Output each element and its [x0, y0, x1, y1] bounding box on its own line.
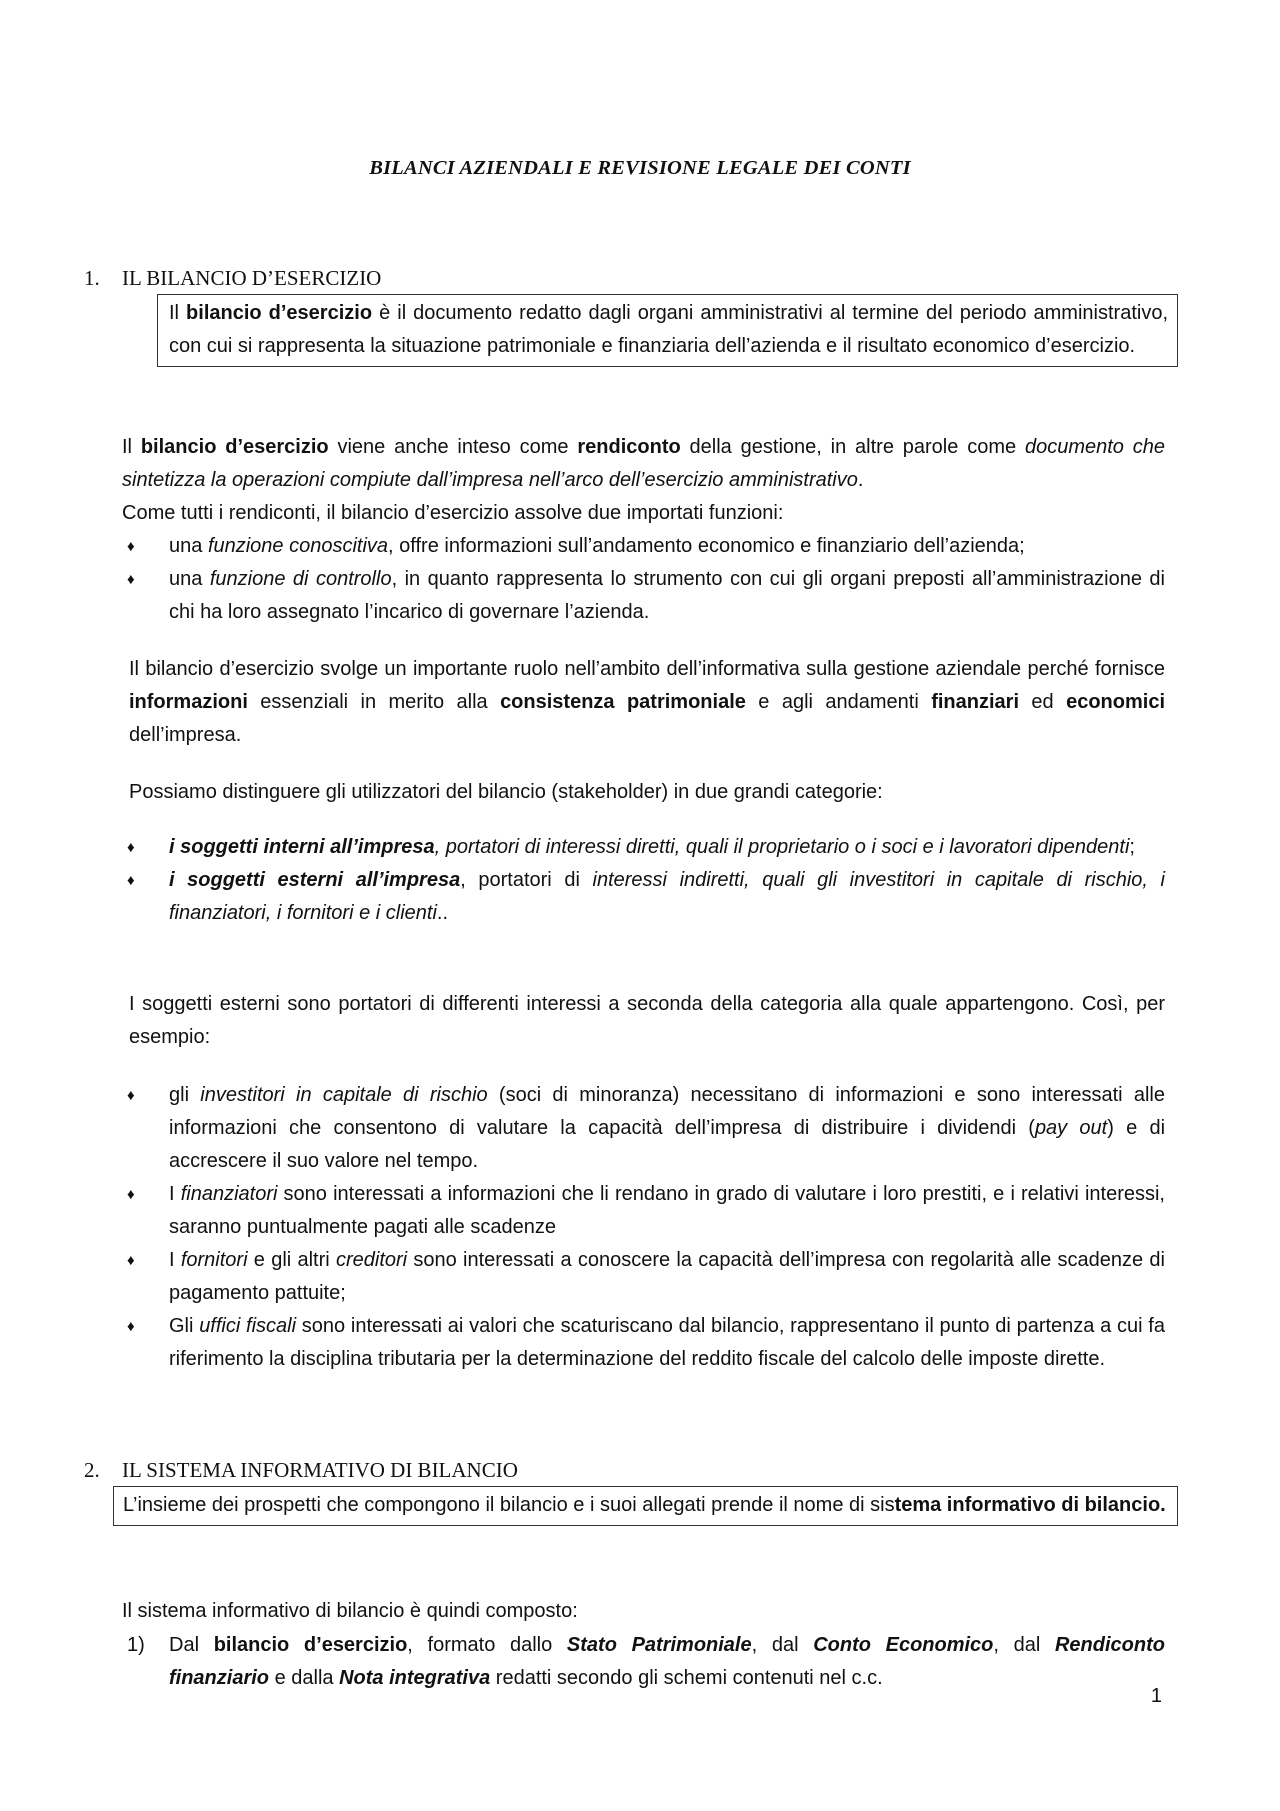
paragraph-informativa: Il bilancio d’esercizio svolge un importante ruolo nell’ambito dell’informativa sulla gestione aziendale perché fornisce informazioni essenziali in merito alla consistenza patrimoniale e agli andamenti finanziari ed economici dell’impresa. [129, 658, 1166, 746]
document-title: BILANCI AZIENDALI E REVISIONE LEGALE DEI CONTI [369, 157, 911, 179]
page-number: 1 [1150, 1685, 1162, 1707]
paragraph-stakeholder: Possiamo distinguere gli utilizzatori del bilancio (stakeholder) in due grandi categorie: [129, 781, 883, 803]
diamond-bullet-icon: ♦ [127, 1252, 135, 1269]
paragraph-sistema-composto: Il sistema informativo di bilancio è quindi composto: [122, 1600, 578, 1622]
categories-list [122, 831, 1165, 930]
list-item: ♦ una funzione di controllo, in quanto rappresenta lo strumento con cui gli organi preposti all’amministrazione di chi ha loro assegnato l’incarico di governare l’azienda. [122, 563, 1165, 629]
components-list [122, 1629, 1165, 1695]
section-1-heading [84, 263, 381, 293]
term-sistema-informativo: tema informativo di bilancio. [894, 1494, 1166, 1516]
section-2-heading [84, 1455, 518, 1485]
paragraph-rendiconto: Il bilancio d’esercizio viene anche inteso come rendiconto della gestione, in altre parole come documento che sintetizza la operazioni compiute dall’impresa nell’arco dell’esercizio amministrativo. Come tutti i rendiconti, il bilancio d’esercizio assolve due importati funzioni: [122, 431, 1165, 530]
diamond-bullet-icon: ♦ [127, 839, 135, 856]
term-bilancio-esercizio: bilancio d’esercizio [186, 302, 373, 324]
list-item: ♦ gli investitori in capitale di rischio (soci di minoranza) necessitano di informazioni e sono interessati alle informazioni che consentono di valutare la capacità dell’impresa di distribuire i dividendi (pay out) e di accrescere il suo valore nel tempo. [122, 1079, 1165, 1178]
list-item: ♦ Gli uffici fiscali sono interessati ai valori che scaturiscano dal bilancio, rappresentano il punto di partenza a cui fa riferimento la disciplina tributaria per la determinazione del reddito fiscale del calcolo delle imposte dirette. [122, 1310, 1165, 1376]
diamond-bullet-icon: ♦ [127, 571, 135, 588]
diamond-bullet-icon: ♦ [127, 1186, 135, 1203]
definition-box-bilancio: Il bilancio d’esercizio è il documento redatto dagli organi amministrativi al termine del periodo amministrativo, con cui si rappresenta la situazione patrimoniale e finanziaria dell’azienda e il risultato economico d’esercizio. [157, 294, 1178, 367]
examples-list [122, 1079, 1165, 1376]
list-item: ♦ I finanziatori sono interessati a informazioni che li rendano in grado di valutare i loro prestiti, e i relativi interessi, saranno puntualmente pagati alle scadenze [122, 1178, 1165, 1244]
diamond-bullet-icon: ♦ [127, 872, 135, 889]
definition-box-sistema-informativo: L’insieme dei prospetti che compongono il bilancio e i suoi allegati prende il nome di sistema informativo di bilancio. [113, 1486, 1178, 1526]
list-item: ♦ I fornitori e gli altri creditori sono interessati a conoscere la capacità dell’impresa con regolarità alle scadenze di pagamento pattuite; [122, 1244, 1165, 1310]
section-2-number: 2. [84, 1458, 100, 1482]
diamond-bullet-icon: ♦ [127, 538, 135, 555]
diamond-bullet-icon: ♦ [127, 1318, 135, 1335]
list-item: 1) Dal bilancio d’esercizio, formato dallo Stato Patrimoniale, dal Conto Economico, dal Rendiconto finanziario e dalla Nota integrativa redatti secondo gli schemi contenuti nel c.c. [127, 1634, 1165, 1689]
paragraph-funzioni: Come tutti i rendiconti, il bilancio d’esercizio assolve due importati funzioni: [122, 502, 784, 524]
section-1-title: IL BILANCIO D’ESERCIZIO [122, 266, 382, 290]
section-2-title: IL SISTEMA INFORMATIVO DI BILANCIO [122, 1458, 518, 1482]
section-1-number: 1. [84, 266, 100, 290]
paragraph-soggetti-esterni: I soggetti esterni sono portatori di differenti interessi a seconda della categoria alla quale appartengono. Così, per esempio: [129, 993, 1165, 1048]
diamond-bullet-icon: ♦ [127, 1087, 135, 1104]
list-item: ♦ una funzione conoscitiva, offre informazioni sull’andamento economico e finanziario dell’azienda; [122, 530, 1165, 563]
functions-list [122, 530, 1165, 629]
list-item: ♦ i soggetti interni all’impresa, portatori di interessi diretti, quali il proprietario o i soci e i lavoratori dipendenti; [122, 831, 1165, 864]
list-item: ♦ i soggetti esterni all’impresa, portatori di interessi indiretti, quali gli investitori in capitale di rischio, i finanziatori, i fornitori e i clienti.. [122, 864, 1165, 930]
